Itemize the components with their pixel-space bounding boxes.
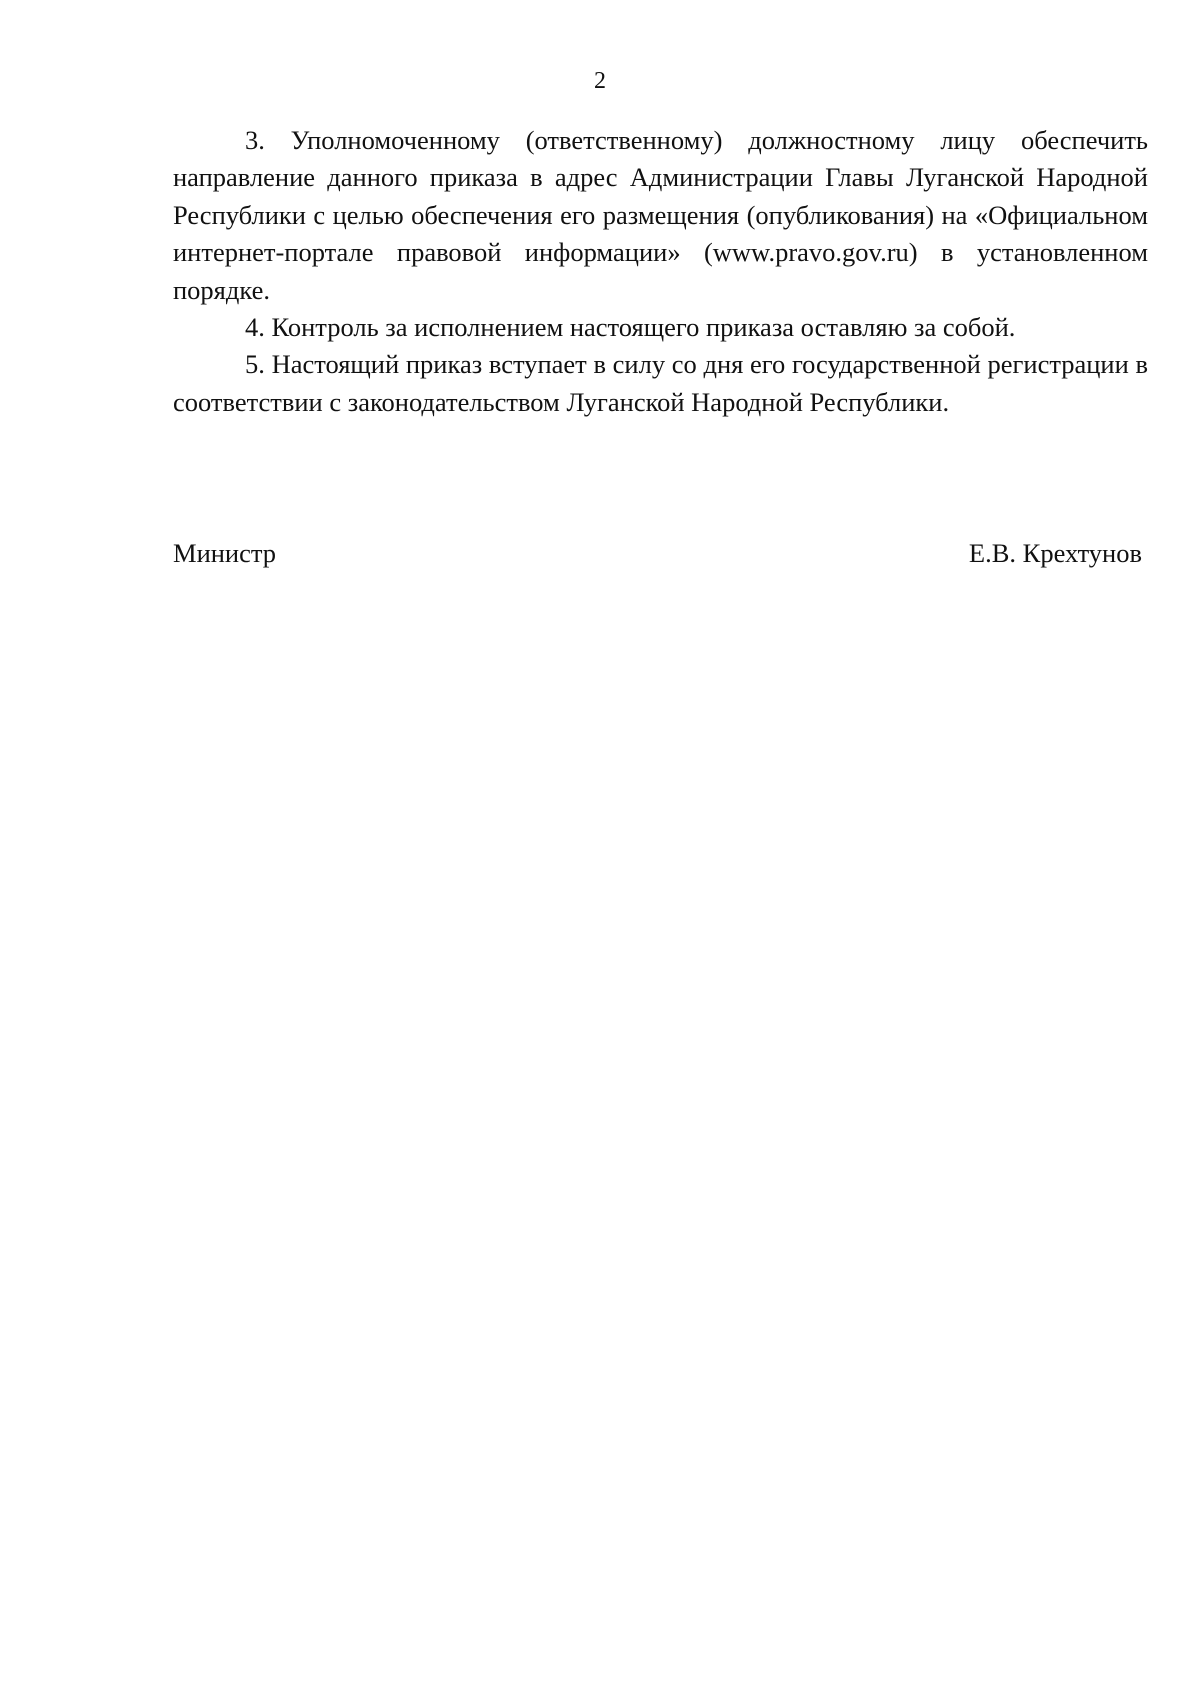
document-body (173, 122, 1148, 421)
paragraph-3: 3. Уполномоченному (ответственному) должностному лицу обеспечить направление данного приказа в адрес Администрации Главы Луганской Народной Республики с целью обеспечения его размещения (опубликования) на «Официальном интернет-портале правовой информации» (www.pravo.gov.ru) в установленном порядке. (173, 125, 1148, 305)
signatory-role: Министр (173, 538, 277, 568)
page-number: 2 (594, 68, 606, 94)
signatory-name: Е.В. Крехтунов (968, 538, 1142, 568)
paragraph-5: 5. Настоящий приказ вступает в силу со дня его государственной регистрации в соответствии с законодательством Луганской Народной Республики. (173, 349, 1148, 417)
signature-block (173, 535, 1148, 575)
paragraph-4: 4. Контроль за исполнением настоящего приказа оставляю за собой. (245, 312, 1016, 343)
